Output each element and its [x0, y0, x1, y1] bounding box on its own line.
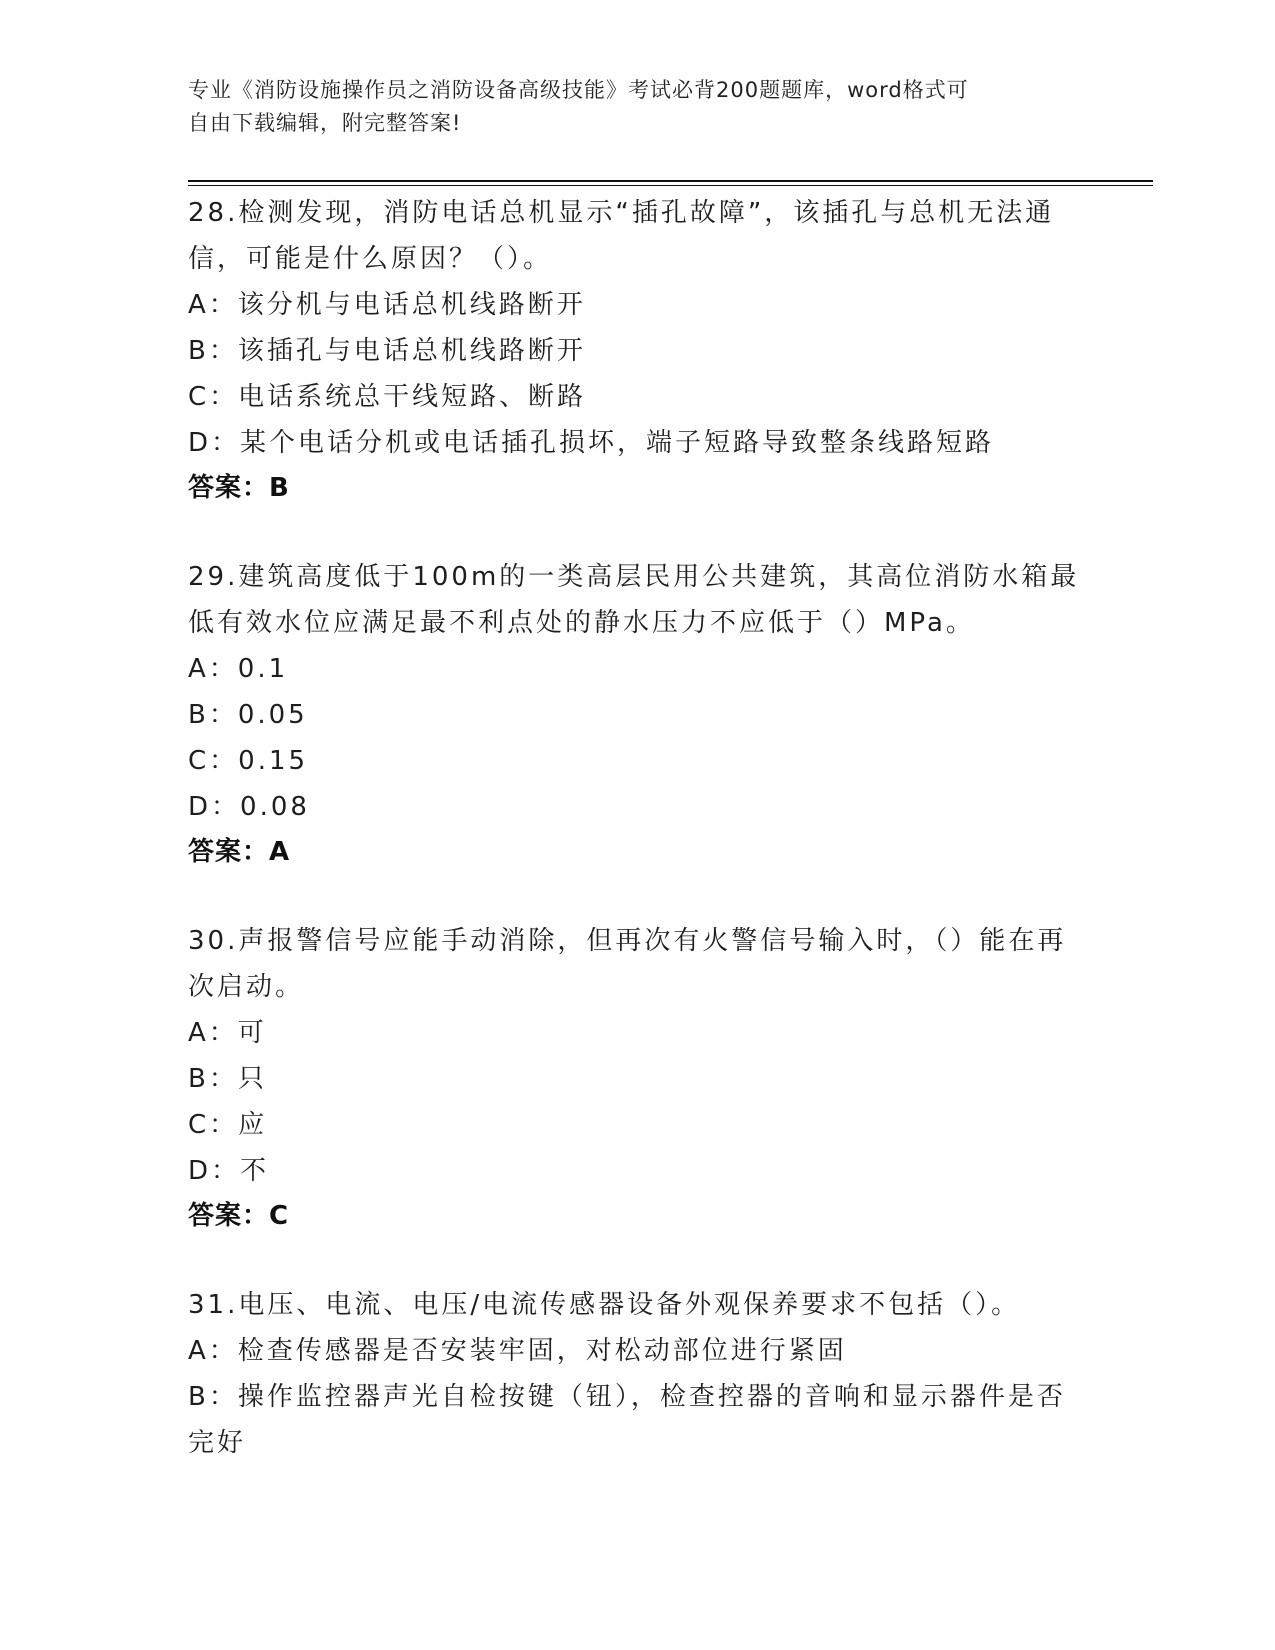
question-28: [188, 190, 1088, 510]
option-a: A：0.1: [188, 654, 289, 684]
header-divider-thick: [188, 180, 1153, 182]
option-c: C：电话系统总干线短路、断路: [188, 382, 587, 412]
answer-label: 答案：A: [188, 837, 291, 867]
option-b-continued: 完好: [188, 1428, 247, 1458]
answer-label: 答案：B: [188, 473, 290, 503]
option-d: D：某个电话分机或电话插孔损坏，端子短路导致整条线路短路: [188, 428, 995, 458]
question-30: [188, 918, 1088, 1238]
question-stem: 次启动。: [188, 972, 305, 1002]
header-line-1: 专业《消防设施操作员之消防设备高级技能》考试必背200题题库，word格式可: [188, 78, 969, 102]
question-list: [188, 190, 1088, 1510]
option-b: B：0.05: [188, 700, 308, 730]
question-stem: 低有效水位应满足最不利点处的静水压力不应低于（）MPa。: [188, 608, 975, 638]
header-divider-thin: [188, 185, 1153, 186]
option-a: A：该分机与电话总机线路断开: [188, 290, 586, 320]
answer-label: 答案：C: [188, 1201, 290, 1231]
option-d: D：0.08: [188, 792, 310, 822]
question-stem: 29.建筑高度低于100m的一类高层民用公共建筑，其高位消防水箱最: [188, 562, 1080, 592]
option-b: B：该插孔与电话总机线路断开: [188, 336, 586, 366]
question-stem: 31.电压、电流、电压/电流传感器设备外观保养要求不包括（）。: [188, 1290, 1021, 1320]
header-line-2: 自由下载编辑，附完整答案!: [188, 111, 462, 135]
question-stem: 30.声报警信号应能手动消除，但再次有火警信号输入时，（）能在再: [188, 926, 1067, 956]
option-b: B：操作监控器声光自检按键（钮），检查控器的音响和显示器件是否: [188, 1382, 1066, 1412]
option-a: A：可: [188, 1018, 267, 1048]
option-c: C：应: [188, 1110, 268, 1140]
question-29: [188, 554, 1088, 874]
document-header: [188, 74, 1068, 140]
question-stem: 信，可能是什么原因？（）。: [188, 244, 553, 274]
option-b: B：只: [188, 1064, 267, 1094]
question-31: [188, 1282, 1088, 1466]
option-a: A：检查传感器是否安装牢固，对松动部位进行紧固: [188, 1336, 847, 1366]
option-d: D：不: [188, 1156, 270, 1186]
question-stem: 28.检测发现，消防电话总机显示“插孔故障”，该插孔与总机无法通: [188, 198, 1055, 228]
option-c: C：0.15: [188, 746, 309, 776]
